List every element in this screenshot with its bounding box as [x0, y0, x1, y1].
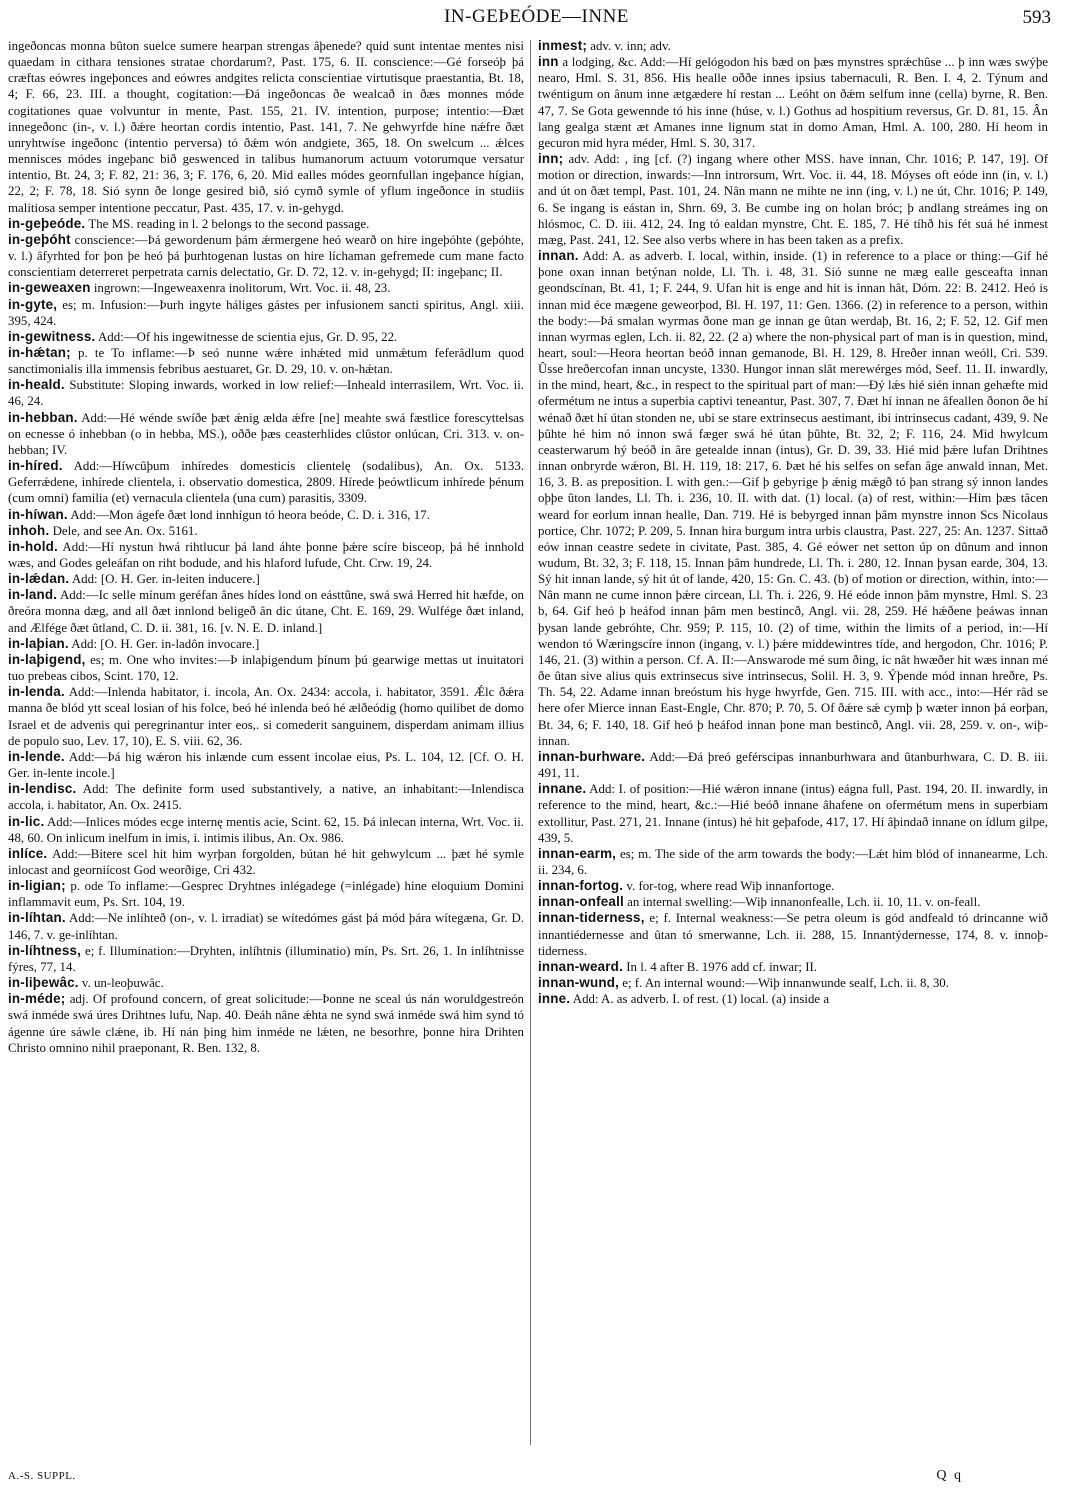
- entry-text: Add: [O. H. Ger. in-ladôn invocare.]: [71, 636, 260, 651]
- dictionary-entry: [538, 910, 1048, 958]
- dictionary-entry: [8, 280, 524, 296]
- entry-headword: in-líhtness,: [8, 942, 82, 958]
- entry-text: adv. Add: , ing [cf. (?) ingang where other MSS. have innan, Chr. 1016; P. 147, 19]. Of motion or direction, inwards:—Inn introrsum, Wrt. Voc. ii. 44, 18. Móyses oft eóde inn (in, v. l.) and út on ðæt templ, Past. 101, 24. Nân mann ne mihte ne inn (ing, v. l.) ne út, Chr. 1016; P. 149, 6. Se ingang is eástan in, Shrn. 69, 3. Be cumbe ing on holan bróc; þ andlang streámes ing on hlósmoc, C. D. iii. 412, 24. Ing tó ealdan mynstre, Cht. E. 185, 7. Hé tíhð his fét suá hé inmest mæg, Past. 241, 12. See also verbs where in has been taken as a prefix.: [538, 152, 1048, 247]
- entry-headword: innan-fortog.: [538, 878, 624, 894]
- entry-text: Add:—Ne inlíhteð (on-, v. l. irradiat) se wítedómes gást þá mód þára wítegæna, Gr. D. 146, 7. v. ge-inlíhtan.: [8, 911, 524, 942]
- dictionary-entry: [8, 216, 524, 232]
- entry-text: Add:—Hí nystun hwá rihtlucur þá land áhte þonne þǽre scíre bisceop, þá hé innhold wæs, and Godes geleáfan on riht bodude, and his hlaford lufude, Cht. Crw. 19, 24.: [8, 539, 524, 570]
- dictionary-entry: [538, 749, 1048, 781]
- entry-text: e; f. Internal weakness:—Se petra oleum is gód andfeald tó drincanne wið innantiédernesse and ûtan tó smerwanne, Lch. ii. 288, 15. Innantýdernesse, 174, 8. v. innoþ-tiderness.: [538, 911, 1048, 958]
- signature-label: A.-S. SUPPL.: [8, 1470, 76, 1482]
- dictionary-entry: [8, 910, 524, 942]
- entry-headword: in-lende.: [8, 748, 65, 764]
- entry-headword: inn: [538, 54, 559, 70]
- dictionary-entry: [8, 587, 524, 635]
- entry-text: Add:—Hé wénde swíðe þæt ǽnig ælda ǽfre [ne] meahte swá fæstlice forescyttelsas on ecnesse ó inhebban (o in hebba, MS.), oððe þæs ceasterhlides clûstor onlúcan, Cri. 313. v. on-hebban; IV.: [8, 410, 524, 457]
- entry-text: In l. 4 after B. 1976 add cf. inwar; II.: [626, 959, 818, 974]
- entry-headword: in-geþóht: [8, 231, 71, 247]
- entry-text: es; m. The side of the arm towards the body:—Lǽt him blód of innanearme, Lch. ii. 234, 6.: [538, 846, 1048, 877]
- dictionary-entry: [538, 959, 1048, 975]
- dictionary-entry: [8, 377, 524, 409]
- dictionary-entry: [538, 248, 1048, 749]
- entry-headword: innan-weard.: [538, 958, 623, 974]
- dictionary-entry: [538, 151, 1048, 248]
- entry-headword: in-heald.: [8, 377, 65, 393]
- entry-text: Add:—Of his ingewitnesse de scientia ejus, Gr. D. 95, 22.: [97, 329, 398, 344]
- entry-text: Add: I. of position:—Hié wǽron innane (intus) eágna full, Past. 194, 20. II. inwardly, in reference to the mind, heart, &c.:—Hié beóð innane âhafene on ofermétum mens in superbiam extollitur, Past. 271, 21. Innane (intus) hé hit geþafode, 417, 17. Hí âþindað innane on ídlum gilpe, 439, 5.: [538, 782, 1048, 845]
- dictionary-entry: [538, 781, 1048, 846]
- dictionary-entry: [8, 410, 524, 458]
- entry-text: v. un-leoþuwâc.: [81, 976, 164, 991]
- running-head: IN-GEÞEÓDE—INNE: [444, 6, 629, 27]
- entry-headword: innan-tiderness,: [538, 910, 645, 926]
- entry-headword: inhoh.: [8, 522, 50, 538]
- entry-headword: innan-wund,: [538, 975, 620, 991]
- entry-headword: in-lenda.: [8, 684, 65, 700]
- entry-text: a lodging, &c. Add:—Hí gelógodon his bæd on þæs mynstres sprǽchûse ... þ inn wæs swýþe nearo, Hml. S. 31, 856. His healle oððe innes ipsius tabernaculi, R. Ben. I. 4, 2. Týnum and twéntigum on ânum inne ætgædere hí restan ... Leóht on ðǽm selfum inne (cella) byrne, R. Ben. 47, 7. Se Gota gewennde tó his inne (húse, v. l.) Gothus ad hospitium reversus, Gr. D. 81, 15. Ân lang gealga stænt æt Amanes inne lignum stat in domo Aman, Hml. A. 100, 280. Hí heom in gecuron mid hyra méder, Hml. S. 30, 317.: [538, 55, 1048, 150]
- dictionary-entry: [8, 749, 524, 781]
- entry-text: es; m. Infusion:—Þurh ingyte háliges gástes per infusionem sancti spiritus, Angl. xiii. 395, 424.: [8, 297, 524, 328]
- entry-text: ingrown:—Ingeweaxenra inolitorum, Wrt. Voc. ii. 48, 23.: [93, 281, 391, 296]
- entry-headword: innan-earm,: [538, 845, 617, 861]
- dictionary-entry: [538, 846, 1048, 878]
- entry-text: Dele, and see An. Ox. 5161.: [52, 523, 198, 538]
- dictionary-entry: [8, 297, 524, 329]
- entry-headword: in-hold.: [8, 538, 58, 554]
- entry-headword: in-hebban.: [8, 409, 78, 425]
- entry-headword: inlíce.: [8, 845, 48, 861]
- entry-text: Add:—Híwcûþum inhíredes domesticis clientelę (sodalibus), An. Ox. 5133. Geferrǽdene, inhírede clientela, i. observatio domestica, 2809. Hírede þeówtlicum inhírede þénum (cum omni) familia (et) vernacula clientela (una cum) parasitis, 3309.: [8, 459, 524, 506]
- left-column: [8, 38, 524, 1448]
- entry-headword: in-lǽdan.: [8, 571, 70, 587]
- entry-headword: in-geþeóde.: [8, 215, 86, 231]
- page-header: [0, 4, 1073, 32]
- dictionary-entry: [8, 458, 524, 506]
- signature-mark: Q q: [936, 1468, 963, 1483]
- entry-headword: in-ligian;: [8, 878, 66, 894]
- entry-text: Add: The definite form used substantively, a native, an inhabitant:—Inlendisca accola, i. habitator, An. Ox. 2415.: [8, 782, 524, 813]
- dictionary-entry: [8, 781, 524, 813]
- entry-text: Add:—Þá hig wǽron his inlænde cum essent incolae eius, Ps. L. 104, 12. [Cf. O. H. Ger. in-lente incole.]: [8, 749, 524, 781]
- entry-headword: in-lic.: [8, 813, 45, 829]
- entry-headword: in-híwan.: [8, 506, 68, 522]
- entry-text: Add:—Inlenda habitator, i. incola, An. Ox. 2434: accola, i. habitator, 3591. Ǽlc ðǽra manna ðe blód ytt sceal losian of his folce, beó hé inlenda beó hé ælðeódig (homo quilibet de domo Israel et de advenis qui peregrinantur inter eos,. si comederit sanguinem, disperdam animam illius de populo suo, Lev. 17, 10), E. S. viii. 62, 36.: [8, 685, 524, 748]
- dictionary-entry: [8, 975, 524, 991]
- entry-headword: in-laþian.: [8, 635, 69, 651]
- dictionary-entry: [538, 878, 1048, 894]
- dictionary-entry: [8, 636, 524, 652]
- dictionary-entry: [8, 345, 524, 377]
- entry-text: es; m. One who invites:—Þ inlaþigendum þínum þú gearwige mettas ut inuitatori tuo prebeas cibos, Scint. 170, 12.: [8, 652, 524, 684]
- dictionary-entry: [8, 814, 524, 846]
- entry-text: Add: A. as adverb. I. of rest. (1) local. (a) inside a: [572, 992, 830, 1007]
- entry-text: v. for-tog, where read Wiþ innanfortoge.: [626, 879, 835, 894]
- entry-headword: in-geweaxen: [8, 280, 91, 296]
- entry-text: Substitute: Sloping inwards, worked in low relief:—Inheald interrasilem, Wrt. Voc. ii. 46, 24.: [8, 378, 524, 409]
- dictionary-entry: [8, 571, 524, 587]
- entry-headword: in-land.: [8, 587, 58, 603]
- entry-text: Add: [O. H. Ger. in-leiten inducere.]: [71, 572, 260, 587]
- entry-text: Add:—Ic selle mínum geréfan ânes hídes lond on eásttûne, swá swá Herred hit hæfde, on ðreóra monna dæg, and all ðæt innlond beligeð ân dic útane, Cht. E. 169, 29. Wulfége ðæt inland, and Ælfége ðæt ûtland, C. D. ii. 381, 16. [v. N. E. D. inland.]: [8, 588, 524, 635]
- dictionary-entry: [8, 329, 524, 345]
- dictionary-entry: [538, 975, 1048, 991]
- page-number: 593: [1022, 7, 1051, 28]
- entry-headword: in-gyte,: [8, 296, 58, 312]
- entry-headword: in-hǽtan;: [8, 344, 71, 360]
- dictionary-entry: [8, 38, 524, 216]
- right-column: [538, 38, 1048, 1448]
- entry-headword: in-laþigend,: [8, 651, 86, 667]
- entry-text: Add:—Bitere scel hit him wyrþan forgolden, bútan hé hit gehwylcum ... þæt hé symle inlocast and georniícost God weorðige, Cri 432.: [8, 846, 524, 877]
- entry-headword: inmest;: [538, 38, 588, 53]
- dictionary-entry: [8, 878, 524, 910]
- entry-headword: innan-onfeall: [538, 894, 624, 910]
- dictionary-entry: [8, 539, 524, 571]
- dictionary-entry: [538, 54, 1048, 151]
- dictionary-entry: [8, 652, 524, 684]
- entry-text: e; f. An internal wound:—Wiþ innanwunde sealf, Lch. ii. 8, 30.: [622, 976, 949, 991]
- dictionary-entry: [8, 846, 524, 878]
- entry-text: Add:—Mon ágefe ðæt lond innhígun tó heora beóde, C. D. i. 316, 17.: [70, 507, 430, 522]
- dictionary-entry: [8, 232, 524, 280]
- entry-headword: innane.: [538, 781, 587, 797]
- entry-text: Add:—Inlices módes ecge internę mentis acie, Scint. 62, 15. Þá inlecan interna, Wrt. Voc. ii. 48, 60. On inlicum inelfum in imis, i. intimis ilibus, An. Ox. 986.: [8, 814, 524, 845]
- entry-text: adj. Of profound concern, of great solicitude:—Þonne ne sceal ús nán woruldgestreón swá inméde swá úres Drihtnes lufu, Nap. 40. Ðeáh nâne ǽhta ne synd swá inméde swá him synd tó ágenne úre sáwle clǽne, ib. Hí nán þing him inméde ne lǽten, ne besorhre, þonne hira Drihten Christo omnino nihil praeponant, R. Ben. 132, 8.: [8, 992, 524, 1055]
- entry-headword: inne.: [538, 991, 571, 1007]
- dictionary-entry: [8, 684, 524, 749]
- entry-text: Add: A. as adverb. I. local, within, inside. (1) in reference to a place or thing:—Gif hé þone oxan innan betýnan nolde, Ll. Th. i. 48, 31. Sió sunne ne mæg ealle gesceafta innan geondscínan, Bt. 41, 1; F. 244, 9. Ufan hit is enge and hit is innan hât, Dóm. 22: B. 2412. Heó is innan mid éce mægene geweorþod, Bl. H. 197, 11: Gen. 1366. (2) in reference to a person, within the body:—Þá smalan wyrmas ðone man ge innan ge ûtan werdaþ, Bt. 16, 2; F. 52, 12. Gif men innan wyrmas eglen, Lch. ii. 82, 22. (2 a) where the non-physical part of man is in question, mind, heart, soul:—Heora heortan beóð innan gemanode, Bl. H. 129, 8. Hreðer innan weóll, Cri. 539. Ûsse hreðercofan innan uncyste, 1330. Hungor innan slât merewérges mód, Seef. 11. II. inwardly, in the mind, heart, &c., in respect to the spiritual part of man:—Ðý lǽs hié sién innan gehæfte mid ofermétum ne intus a superbia captivi teneantur, Past. 307, 7. Ðæt hí innan ne âfeallen ðonon ðe hí wénað ðæt hí útan stonden ne, ubi se stare extrinsecus aestimant, ibi intrinsecus cadant, 439, 9. Ne þûhte hé him nó innon swá fæger swá hé útan þûhte, Bt. 32, 2; F. 116, 24. Mid hwylcum ceasterwarum hý beóð in âre getealde innan (intus), Gr. D. 39, 33. Hié mid þǽre lufan Drihtnes innan onbryrde wǽron, Bl. H. 119, 18: 217, 6. Þæt hé his selfes on sefan âge anwald innan, Met. 16, 3. B. as preposition. I. with gen.:—Gif þ gebyrige þ ǽnig mǽgð tó þan strang sý innon landes oþþe ûton landes, Ll. Th. i. 236, 10. II. with dat. (1) local. (a) of rest, within:—Him þæs tâcen weard for eorlum innan healle, Dan. 719. Hé is bebyrged innan þâm mynstre innon Scs Nicolaus portice, Chr. 1072; P. 209, 5. Innan hira burgum intra urbis claustra, Past. 227, 25: An. 1237. Sittað eów innan ceastre sedete in civitate, Past. 385, 4. Gé eówer net setton úp on dûnum and innon wudum, Bt. 32, 3; F. 118, 15. Innan þâm hundrede, Ll. Th. i. 280, 12. Innan þysan earde, 304, 13. Sý hit innan lande, sý hit út of lande, 420, 15: Gn. C. 43. (b) of motion or direction, within, into:—Nân mann ne cume innon þǽre circean, Ll. Th. i. 226, 9. Hé eóde innon þâm mynstre, Hml. S. 23 b, 64. Gif heó þ heáfod innan þâm men bestincð, Angl. vii. 28, 259. Hé hǽðene þeáwas innan þysan lande gebróhte, Chr. 959; P. 115, 10. (2) of time, within the limits of a period, in:—Hí wendon tó Wæringscíre innon (ingang, v. l.) þǽre middewintres tíde, and hergodon, Chr. 1016; P. 146, 21. (3) within a person. Cf. A. II:—Answarode mé sum ðing, ic nât hwæðer hit wæs innan mé ðe ûtan sive alius quis extrinsecus sive intrinsecus, Solil. H. 3, 9. Ýþende mód innan hreðre, Ps. Th. 54, 22. Adame innan breóstum his hyge hwyrfde, Gen. 715. III. with acc., into:—Hér râd se here ofer Mierce innan East-Engle, Chr. 870; P. 70, 5. Of ðǽre sǽ cymþ þ wæter innon þá eorþan, Bt. 34, 6; F. 140, 18. Gif heó þ heáfod innan þone man bestincð, Angl. vii. 28, 259. v. on-, wiþ-innan.: [538, 249, 1048, 748]
- column-divider: [530, 40, 531, 1445]
- entry-headword: in-liþewâc.: [8, 975, 79, 991]
- entry-text: p. te To inflame:—Þ seó nunne wǽre inhǽted mid unmǽtum feferâdlum quod sanctimonialis illa immensis febribus aestuaret, Gr. D. 29, 10. v. on-hǽtan.: [8, 345, 524, 377]
- entry-headword: in-lendisc.: [8, 781, 77, 797]
- dictionary-entry: [8, 943, 524, 975]
- entry-text: Add:—Đá þreó geférscipas innanburhwara and ûtanburhwara, C. D. B. iii. 491, 11.: [538, 749, 1048, 781]
- entry-text: e; f. Illumination:—Dryhten, inlíhtnis (illuminatio) mín, Ps. Srt. 26, 1. In inlíhtnisse fýres, 77, 14.: [8, 943, 524, 974]
- entry-headword: in-líhtan.: [8, 910, 66, 926]
- entry-headword: in-gewitness.: [8, 328, 96, 344]
- entry-text: adv. v. inn; adv.: [590, 39, 671, 53]
- dictionary-entry: [538, 38, 1048, 54]
- entry-headword: in-híred.: [8, 458, 63, 474]
- entry-text: The MS. reading in l. 2 belongs to the second passage.: [88, 216, 370, 231]
- dictionary-entry: [538, 991, 1048, 1007]
- entry-headword: in-méde;: [8, 991, 66, 1007]
- dictionary-entry: [8, 507, 524, 523]
- entry-text: an internal swelling:—Wiþ innanonfealle, Lch. ii. 10, 11. v. on-feall.: [627, 895, 981, 910]
- entry-headword: innan-burhware.: [538, 748, 646, 764]
- entry-headword: inn;: [538, 151, 564, 167]
- dictionary-entry: [8, 523, 524, 539]
- dictionary-entry: [538, 894, 1048, 910]
- entry-headword: innan.: [538, 248, 579, 264]
- entry-text: ingeðoncas monna bûton suelce sumere hearpan strengas âþenede? quid sunt intentae mentes nisi quaedam in cithara tensiones stratae chordarum?, Past. 175, 6. II. conscience:—Gé forseóþ þá cræftas eówres ingeþonces and eówres andgites relicta conscientiae virtutisque praestantia, Bt. 18, 4; F. 66, 23. III. a thought, cogitation:—Đá ingeðoncas ðe wealcað in ðæs monnes móde cogitationes quae volvuntur in mente, Past. 155, 21. IV. intention, purpose; intentio:—Đæt innegeðonc (in-, v. l.) ðǽre heortan cordis intentio, Past. 141, 7. Ne gehwyrfde hine nǽfre ðæt unryhtwíse ingeðonc (intentio perversa) tó ðǽm wón andgiete, 365, 18. On swelcum ... ǽlces mennisces módes ingeþanc bið geswenced in talibus humanorum actuum votorumque versatur intentio, Bt. 24, 3; F. 82, 21: 36, 3; F. 176, 6, 20. Mid ealles módes geornfullan ingeþance hígian, 22, 2; F. 78, 18. Sió synn ðe longe gesired bið, sió cymð symle of yflum ingeðonce in studiis malitiosa semper intentione peccatur, Past. 435, 17. v. in-gehygd.: [8, 39, 524, 215]
- dictionary-entry: [8, 991, 524, 1056]
- entry-text: p. ode To inflame:—Gesprec Dryhtnes inlégadege (=inlégade) hine eloquium Domini inflammavit eum, Ps. Srt. 104, 19.: [8, 879, 524, 910]
- entry-text: conscience:—Þá gewordenum þám ǽrmergene heó wearð on hire ingeþóhte (geþóhte, v. l.) âfyrhted for þon þe heó þá þurhtogenan lustas on hire líchaman gefremede cum mane facto conscientiam deterreret perpetrata carnis delectatio, Gr. D. 72, 12. v. in-gehygd; II: ingeþanc; II.: [8, 232, 524, 280]
